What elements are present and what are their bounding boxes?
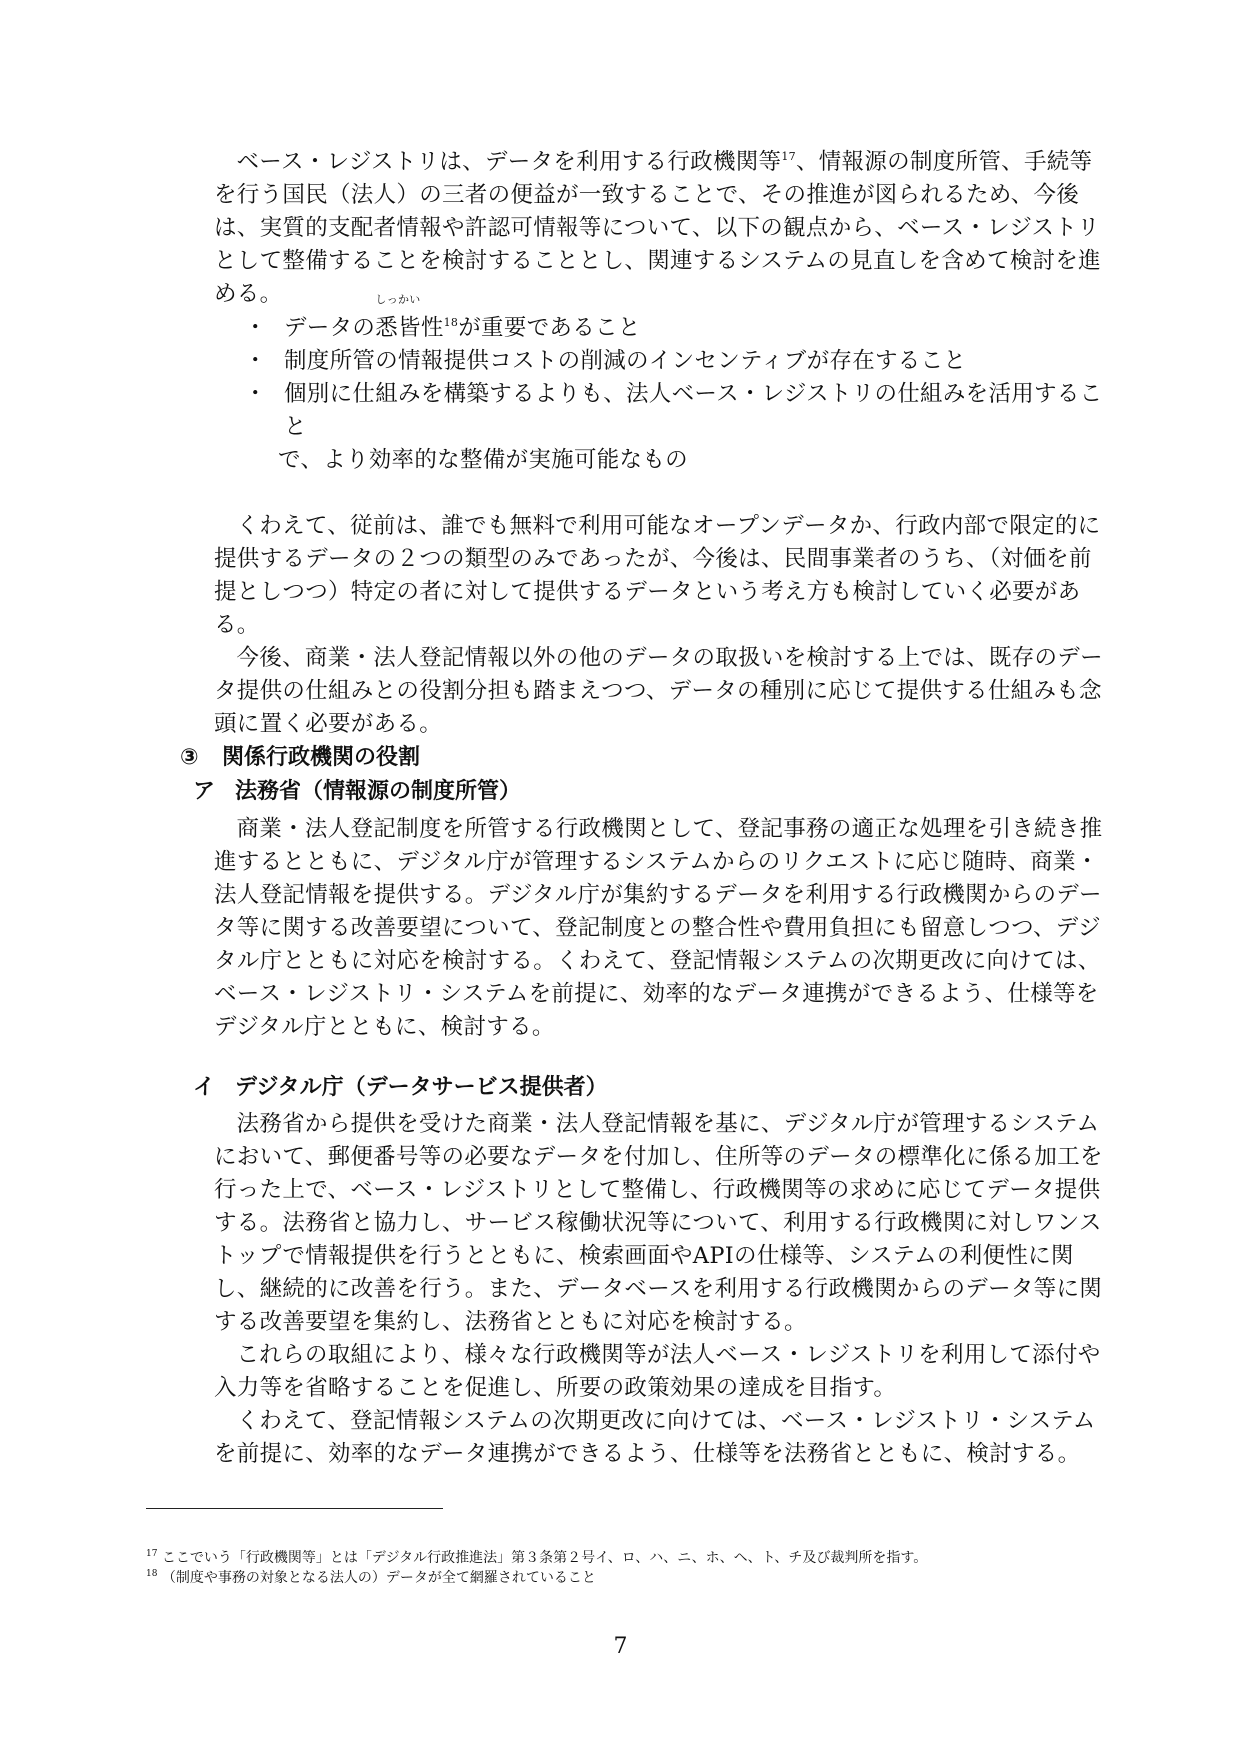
list-item xyxy=(244,345,1124,378)
footnote-text: ここでいう「行政機関等」とは「デジタル行政推進法」第３条第２号イ、ロ、ハ、ニ、ホ、ヘ、ト、チ及び裁判所を指す。 xyxy=(161,1550,928,1566)
footnote-number: 17 xyxy=(146,1549,158,1559)
intro-text-a: ベース・レジストリは、データを利用する行政機関等 xyxy=(236,149,782,175)
viewpoint-list xyxy=(244,293,1124,477)
footnote-ref-18[interactable]: 18 xyxy=(443,316,459,329)
footnote-separator xyxy=(146,1508,443,1509)
footnote-17 xyxy=(146,1548,927,1568)
bullet2-text: 制度所管の情報提供コストの削減のインセンティブが存在すること xyxy=(284,348,967,374)
footnote-ref-17[interactable]: 17 xyxy=(781,150,796,163)
ruby-annotation xyxy=(375,293,421,345)
page-number: 7 xyxy=(613,1634,628,1659)
subsection-title: デジタル庁（データサービス提供者） xyxy=(235,1075,608,1100)
da-body-3: くわえて、登記情報システムの次期更改に向けては、ベース・レジストリ・システムを前提に、効率的なデータ連携ができるよう、仕様等を法務省とともに、検討する。 xyxy=(214,1408,1096,1467)
subsection-heading-a xyxy=(193,777,521,807)
list-item xyxy=(244,293,1124,345)
subsection-heading-i xyxy=(193,1073,608,1103)
da-body-2: これらの取組により、様々な行政機関等が法人ベース・レジストリを利用して添付や入力等を省略することを促進し、所要の政策効果の達成を目指す。 xyxy=(214,1342,1101,1401)
section-title: 関係行政機関の役割 xyxy=(222,745,421,770)
bullet-marker: ・ xyxy=(244,348,267,374)
section-heading-3 xyxy=(180,743,420,773)
footnote-number: 18 xyxy=(146,1569,158,1579)
bullet3-line1: 個別に仕組みを構築するよりも、法人ベース・レジストリの仕組みを活用すること xyxy=(284,381,1103,440)
intro-text-b: 、情報源の制度所管、手続等を行う国民（法人）の三者の便益が一致することで、その推進が図られるため、今後は、実質的支配者情報や許認可情報等について、以下の観点から、ベース・レジストリとして整備することを検討することとし、関連するシステムの見直しを含めて検討を進める。 xyxy=(214,149,1101,307)
footnote-text: （制度や事務の対象となる法人の）データが全て網羅されていること xyxy=(161,1570,596,1586)
subsection-title: 法務省（情報源の制度所管） xyxy=(235,779,522,804)
bullet3-line2: で、より効率的な整備が実施可能なもの xyxy=(278,447,688,473)
da-body-1: 法務省から提供を受けた商業・法人登記情報を基に、デジタル庁が管理するシステムにおいて、郵便番号等の必要なデータを付加し、住所等のデータの標準化に係る加工を行った上で、ベース・レジストリとして整備し、行政機関等の求めに応じてデータ提供する。法務省と協力し、サービス稼働状況等について、利用する行政機関に対しワンストップで情報提供を行うとともに、検索画面やAPIの仕様等、システムの利便性に関し、継続的に改善を行う。また、データベースを利用する行政機関からのデータ等に関する改善要望を集約し、法務省とともに対応を検討する。 xyxy=(214,1111,1103,1335)
subsection-marker: ア xyxy=(193,779,216,804)
bullet1-post-a: 性 xyxy=(420,315,444,341)
bullet-marker: ・ xyxy=(244,315,267,341)
list-item xyxy=(244,378,1124,477)
digital-agency-paragraphs xyxy=(214,1108,1114,1471)
footnote-18 xyxy=(146,1568,596,1588)
para-future: 今後、商業・法人登記情報以外の他のデータの取扱いを検討する上では、既存のデータ提供の仕組みとの役割分担も踏まえつつ、データの種別に応じて提供する仕組みも念頭に置く必要がある。 xyxy=(214,645,1103,737)
bullet1-post-b: が重要であること xyxy=(458,315,641,341)
intro-paragraph xyxy=(214,146,1114,311)
bullet-marker: ・ xyxy=(244,381,267,407)
section-marker: ③ xyxy=(180,745,199,770)
bullet1-pre: データの xyxy=(284,315,376,341)
moj-paragraph xyxy=(214,813,1114,1044)
ruby-base: 悉皆 xyxy=(375,315,421,341)
subsection-marker: イ xyxy=(193,1075,216,1100)
para-addition: くわえて、従前は、誰でも無料で利用可能なオープンデータか、行政内部で限定的に提供するデータの２つの類型のみであったが、今後は、民間事業者のうち、（対価を前提としつつ）特定の者に対して提供するデータという考え方も検討していく必要がある。 xyxy=(214,513,1101,638)
addition-paragraphs xyxy=(214,510,1114,741)
moj-body: 商業・法人登記制度を所管する行政機関として、登記事務の適正な処理を引き続き推進するとともに、デジタル庁が管理するシステムからのリクエストに応じ随時、商業・法人登記情報を提供する。デジタル庁が集約するデータを利用する行政機関からのデータ等に関する改善要望について、登記制度との整合性や費用負担にも留意しつつ、デジタル庁とともに対応を検討する。くわえて、登記情報システムの次期更改に向けては、ベース・レジストリ・システムを前提に、効率的なデータ連携ができるよう、仕様等をデジタル庁とともに、検討する。 xyxy=(214,816,1103,1040)
ruby-text: しっかい xyxy=(375,293,421,306)
